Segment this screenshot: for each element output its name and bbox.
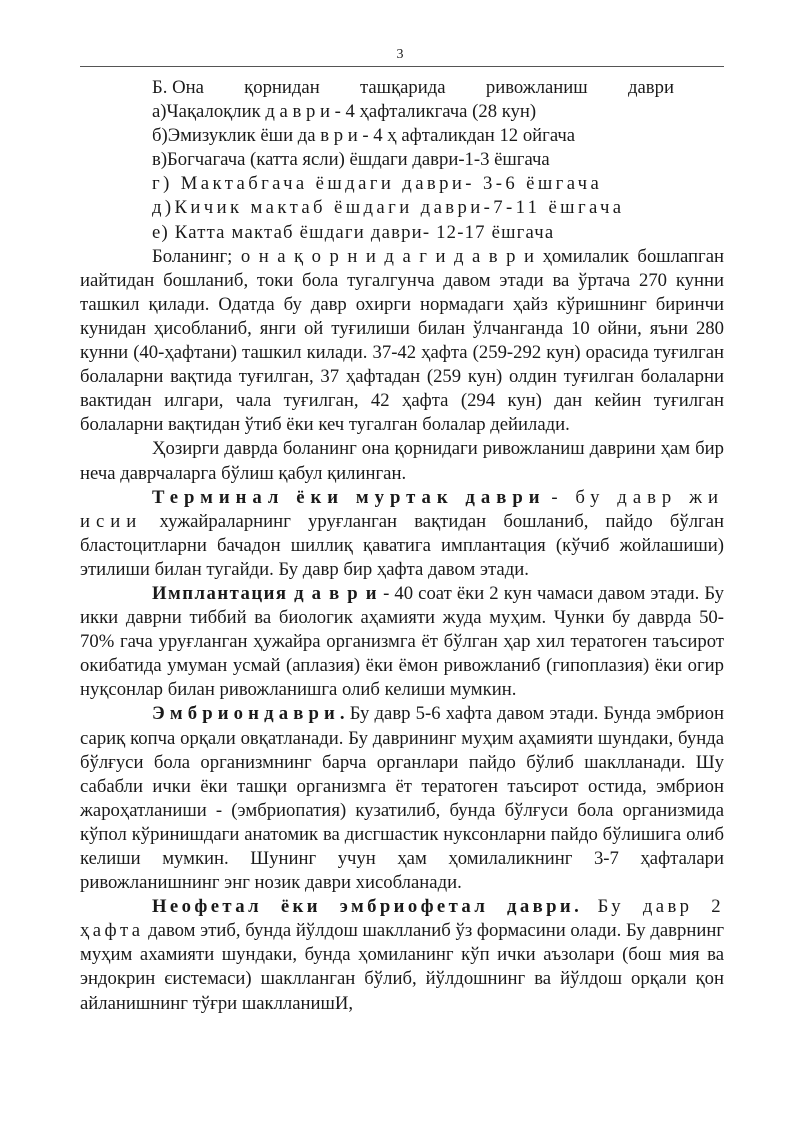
paragraph-lead: Боланинг; [152, 245, 233, 267]
paragraph-text: Бу давр 5-6 хафта давом этади. Бунда эмбрион сариқ копча орқали овқатланади. Бу даврининг муҳим аҳамияти шундаки, бунда бўлғуси бола организмнинг барча органлари пайдо бўлиб шаклланади. Шу сабабли ички ёки ташқи организмга ёт тератоген таъсирот остида, эмбрион жароҳатланиши - (эмбриопатия) кузатилиб, бунда бўлғуси бола организмида кўпол кўринишдаги анатомик ва дисгшастик нуксонларни пайдо бўлишига олиб келиши мумкин. Шунинг учун ҳам ҳомилаликнинг 3-7 ҳафталари ривожланишнинг энг нозик даври хисобланади. [80, 703, 724, 894]
page-number: 3 [396, 47, 404, 62]
bold-term: Э м б р и о н д а в р и . [152, 703, 345, 725]
list-item: а)Чақалоқлик д а в р и - 4 ҳафталикгача (28 кун) [152, 101, 537, 123]
paragraph [80, 245, 724, 438]
paragraph-text: давом этиб, бунда йўлдош шаклланиб ўз формасини олади. Бу даврнинг муҳим ахамияти шундаки, бунда ҳомиланинг кўп ички аъзолари (бош мия ва эндокрин єистемаси) шаклланган бўлиб, йўлдошнинг ва йўлдош орқали қон айланишнинг тўғри шаклланишИ, [80, 920, 724, 1014]
list-item: е) Катта мактаб ёшдаги даври- 12-17 ёшгача [152, 221, 555, 243]
bold-term: Терминал ёки муртак даври [152, 486, 546, 508]
paragraph-text: - 40 соат ёки 2 кун чамаси давом этади. Бу икки даврни тиббий ва биологик аҳамияти жуда муҳим. Чунки бу даврда 50-70% гача уруғланган ҳужайра организмга ёт бўлган ҳар хил тератоген таъсирот окибатида умуман усмай (аплазия) ёки ёмон ривожланиб (гипоплазия) ёки огир нуқсонлар билан ривожланишга олиб келиши мумкин. [80, 582, 725, 701]
paragraph [80, 702, 724, 895]
paragraph [80, 895, 724, 1015]
bold-term: Имплантация д а в р и [152, 582, 378, 604]
heading-word: Б. Она [152, 77, 204, 98]
paragraph-text: хужайраларнинг уруғланган вақтидан бошланиб, пайдо бўлган бластоцитларни бачадон шиллиқ қаватига имплантация (кўчиб жойлашиши) этилиши билан тугайди. Бу давр бир ҳафта давом этади. [80, 510, 725, 580]
bold-term: Неофетал ёки эмбриофетал даври. [152, 896, 583, 918]
spaced-term: о н а қ о р н и д а г и д а в р и [240, 245, 535, 267]
heading-word: даври [627, 77, 674, 98]
spaced-term: - бу давр жи исии [80, 486, 725, 532]
spaced-term: Бу давр 2 ҳафта [80, 896, 724, 942]
list-item: б)Эмизуклик ёши да в р и - 4 ҳ афталикдан 12 ойгача [152, 125, 576, 147]
paragraph-text: Ҳозирги даврда боланинг она қорнидаги ривожланиш даврини ҳам бир неча даврчаларга бўлиш қабул қилинган. [80, 438, 724, 484]
section-b-heading [80, 76, 724, 100]
paragraph [80, 582, 724, 702]
paragraph [80, 437, 724, 485]
heading-word: қорнидан [244, 77, 320, 98]
page-body [80, 76, 724, 1016]
heading-word: ривожланиш [485, 77, 588, 98]
list-item: в)Богчагача (катта ясли) ёшдаги даври-1-3 ёшгача [152, 149, 550, 171]
list-item: д)Кичик мактаб ёшдаги даври-7-11 ёшгача [152, 197, 625, 219]
paragraph [80, 486, 724, 582]
paragraph-text: ҳомилалик бошлапган иайтидан бошланиб, токи бола тугалгунча давом этади ва ўртача 270 кунни ташкил қилади. Одатда бу давр охирги нормадаги ҳайз кўришнинг биринчи кунидан ҳисобланиб, янги ой туғилиши билан ўлчанганда 10 ойни, яъни 280 кунни (40-ҳафтани) ташкил килади. 37-42 ҳафта (259-292 кун) орасида туғилган болаларни вақтида туғилган, 37 ҳафтадан (259 кун) олдин туғилган болаларни вактидан илгари, чала туғилган, 42 ҳафта (294 кун) дан кейин туғилган болаларни вақтидан ўтиб ёки кеч тугалган болалар дейилади. [80, 245, 725, 436]
header-rule [80, 66, 724, 67]
list-item: г) Мактабгача ёшдаги даври- 3-6 ёшгача [152, 173, 603, 195]
heading-word: ташқарида [359, 77, 446, 98]
